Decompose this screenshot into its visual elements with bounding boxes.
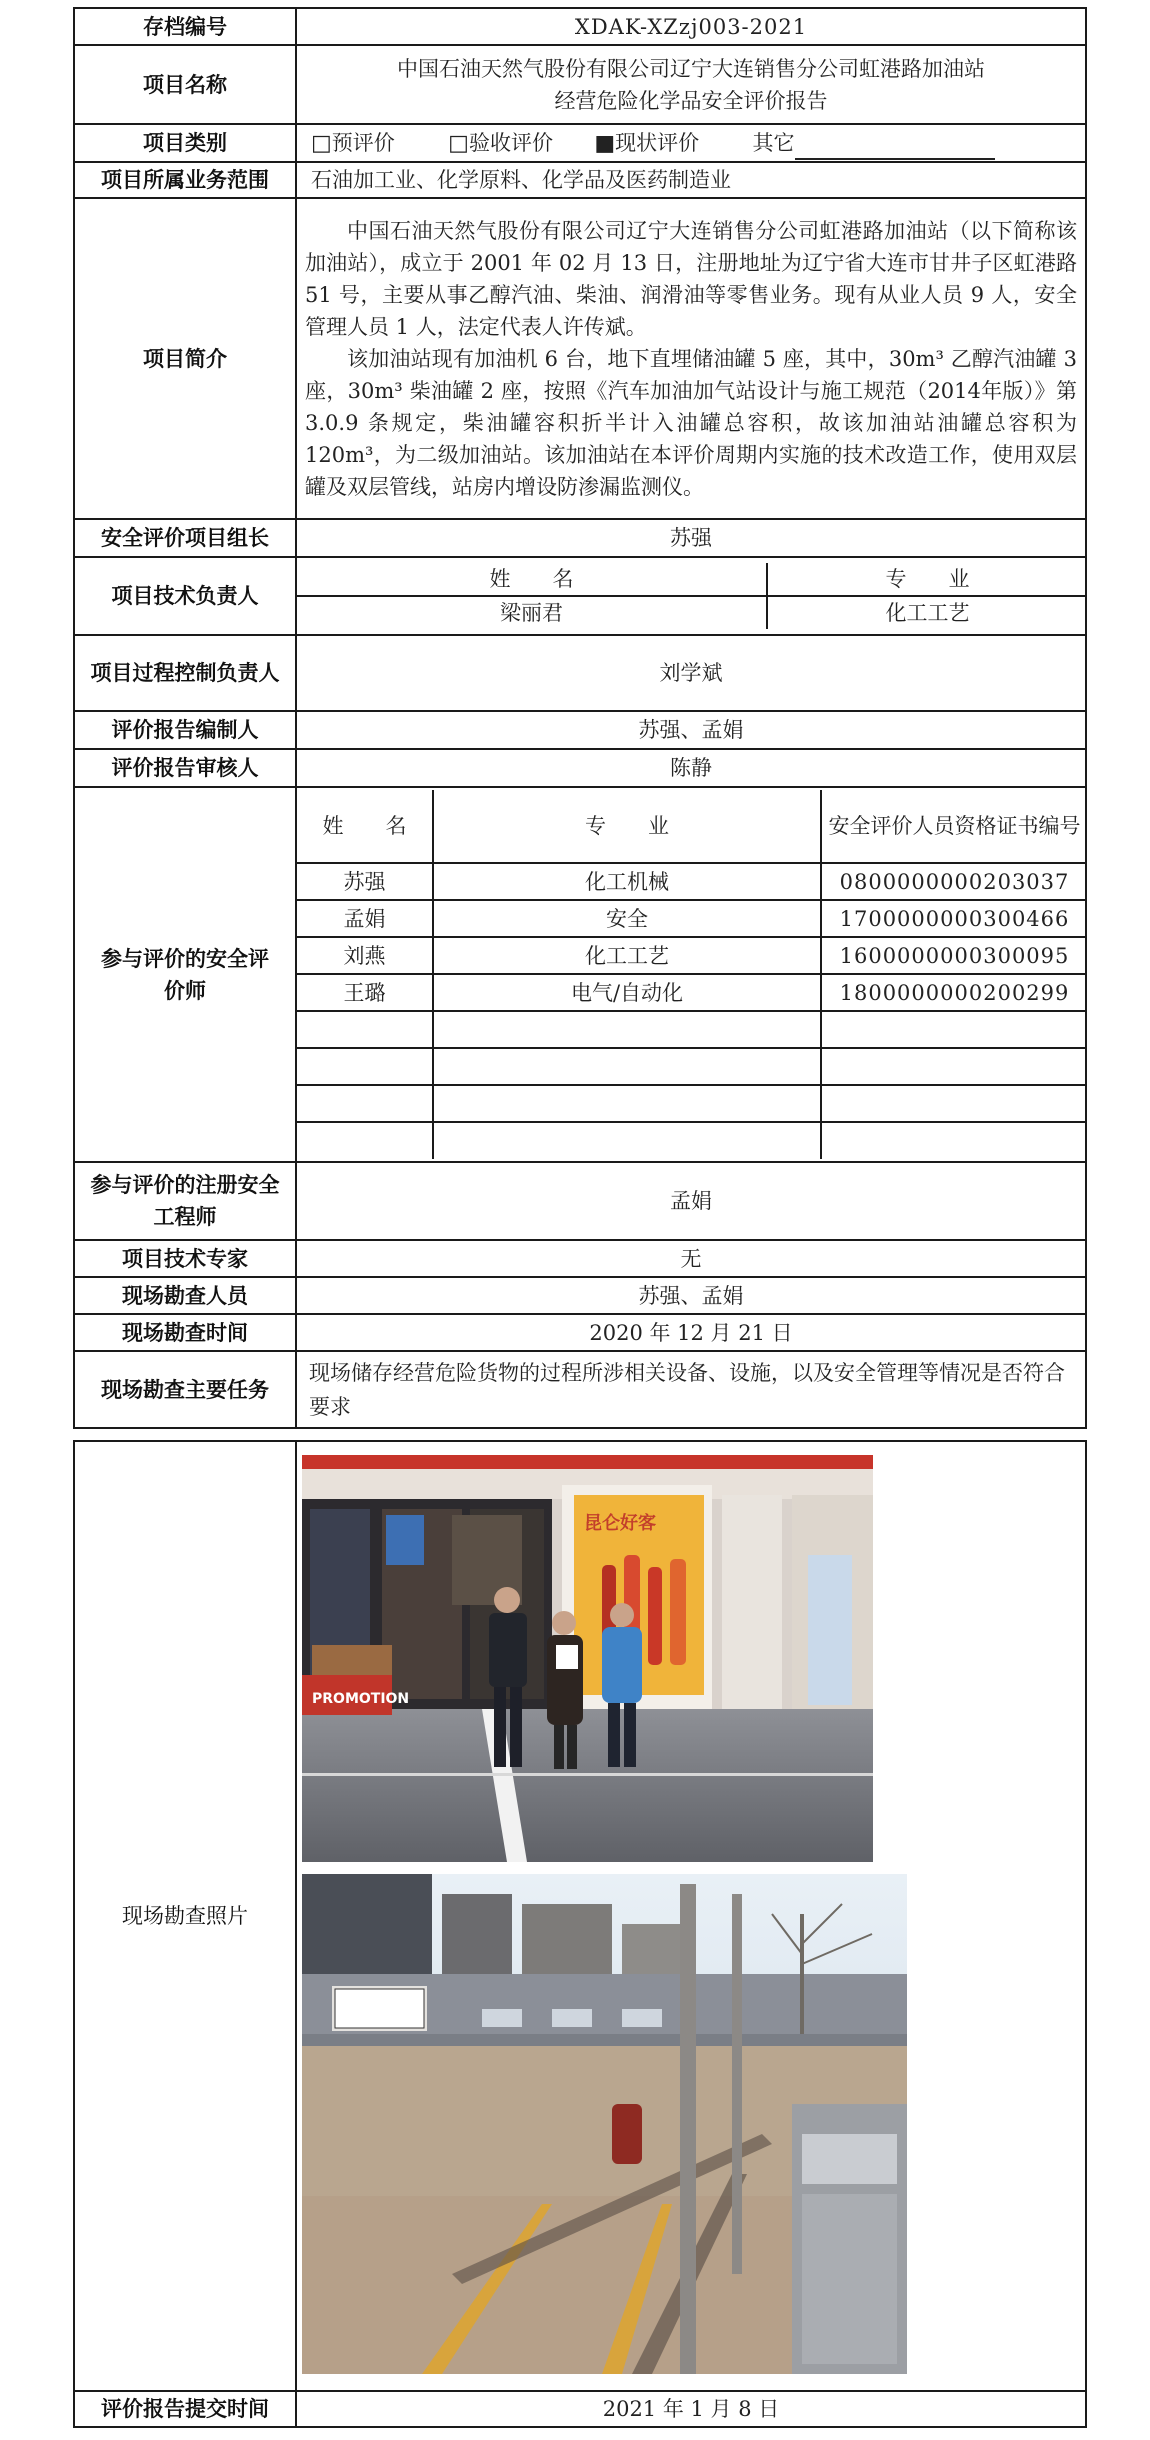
option-other: 其它 <box>752 130 795 155</box>
survey-staff-value: 苏强、孟娟 <box>296 1277 1086 1314</box>
assessor-name: 苏强 <box>297 863 433 900</box>
survey-task-value: 现场储存经营危险货物的过程所涉相关设备、设施，以及安全管理等情况是否符合要求 <box>296 1351 1086 1428</box>
empty-cell <box>821 1048 1087 1085</box>
tech-lead-table <box>297 563 1087 629</box>
survey-time-label: 现场勘查时间 <box>74 1314 296 1351</box>
assessor-cert: 0800000000203037 <box>821 863 1087 900</box>
submit-time-label: 评价报告提交时间 <box>74 2391 296 2427</box>
empty-cell <box>821 1122 1087 1159</box>
empty-cell <box>297 1085 433 1122</box>
assessor-cert: 1600000000300095 <box>821 937 1087 974</box>
assessor-cert: 1700000000300466 <box>821 900 1087 937</box>
assessor-cert: 1800000000200299 <box>821 974 1087 1011</box>
empty-cell <box>433 1085 821 1122</box>
intro-paragraph-2: 该加油站现有加油机 6 台，地下直埋储油罐 5 座，其中，30m³ 乙醇汽油罐 3 座，30m³ 柴油罐 2 座，按照《汽车加油加气站设计与施工规范（2014年版）》第 3.0.9 条规定，柴油罐容积折半计入油罐总容积，故该加油站油罐总容积为 120m³，为二级加油站。该加油站在本评价周期内实施的技术改造工作，使用双层罐及双层管线，站房内增设防渗漏监测仪。 <box>305 346 1077 499</box>
checkbox-acceptance-eval: □ <box>448 130 469 156</box>
expert-label: 项目技术专家 <box>74 1240 296 1277</box>
intro-text <box>296 198 1086 519</box>
process-lead-label: 项目过程控制负责人 <box>74 635 296 711</box>
survey-time-value: 2020 年 12 月 21 日 <box>296 1314 1086 1351</box>
assessor-major: 安全 <box>433 900 821 937</box>
compiler-label: 评价报告编制人 <box>74 711 296 749</box>
assessors-label: 参与评价的安全评价师 <box>74 787 296 1162</box>
expert-value: 无 <box>296 1240 1086 1277</box>
checkbox-pre-eval: □ <box>311 130 332 156</box>
business-scope-value: 石油加工业、化学原料、化学品及医药制造业 <box>296 162 1086 198</box>
checkbox-status-eval: ■ <box>594 130 616 156</box>
empty-cell <box>821 1085 1087 1122</box>
option-status-eval: 现状评价 <box>615 130 700 155</box>
project-type-label: 项目类别 <box>74 124 296 162</box>
archive-label: 存档编号 <box>74 8 296 45</box>
promotion-sign-text: PROMOTION <box>312 1691 410 1707</box>
info-table <box>73 7 1087 1429</box>
project-name-label: 项目名称 <box>74 45 296 124</box>
empty-cell <box>297 1011 433 1048</box>
assessor-name: 孟娟 <box>297 900 433 937</box>
assessors-col-cert: 安全评价人员资格证书编号 <box>821 790 1087 863</box>
empty-cell <box>297 1048 433 1085</box>
assessors-table <box>297 790 1087 1159</box>
archive-value: XDAK-XZzj003-2021 <box>296 8 1086 45</box>
option-acceptance-eval: 验收评价 <box>468 130 553 155</box>
project-name-line1: 中国石油天然气股份有限公司辽宁大连销售分公司虹港路加油站 <box>397 56 985 81</box>
tech-lead-label: 项目技术负责人 <box>74 557 296 635</box>
tech-lead-major: 化工工艺 <box>767 596 1087 629</box>
intro-paragraph-1: 中国石油天然气股份有限公司辽宁大连销售分公司虹港路加油站（以下简称该加油站），成立于 2001 年 02 月 13 日，注册地址为辽宁省大连市甘井子区虹港路 51 号，主要从事乙醇汽油、柴油、润滑油等零售业务。现有从业人员 9 人，安全管理人员 1 人，法定代表人许传斌。 <box>305 218 1077 339</box>
project-name-line2: 经营危险化学品安全评价报告 <box>554 88 828 113</box>
tech-lead-name: 梁丽君 <box>297 596 767 629</box>
assessor-major: 化工机械 <box>433 863 821 900</box>
team-leader-value: 苏强 <box>296 519 1086 557</box>
empty-cell <box>821 1011 1087 1048</box>
empty-cell <box>433 1048 821 1085</box>
other-underline <box>795 136 995 160</box>
assessors-col-major: 专 业 <box>433 790 821 863</box>
storefront-illustration <box>302 1455 873 1862</box>
forecourt-illustration <box>302 1874 907 2374</box>
survey-task-label: 现场勘查主要任务 <box>74 1351 296 1428</box>
compiler-value: 苏强、孟娟 <box>296 711 1086 749</box>
empty-cell <box>433 1122 821 1159</box>
tech-lead-cell <box>296 557 1086 635</box>
option-pre-eval: 预评价 <box>331 130 395 155</box>
assessor-major: 电气/自动化 <box>433 974 821 1011</box>
tech-lead-col-name: 姓 名 <box>297 563 767 596</box>
business-scope-label: 项目所属业务范围 <box>74 162 296 198</box>
reg-engineer-label: 参与评价的注册安全工程师 <box>74 1162 296 1240</box>
site-photo-forecourt <box>302 1874 907 2374</box>
submit-time-value: 2021 年 1 月 8 日 <box>296 2391 1086 2427</box>
assessor-major: 化工工艺 <box>433 937 821 974</box>
survey-staff-label: 现场勘查人员 <box>74 1277 296 1314</box>
process-lead-value: 刘学斌 <box>296 635 1086 711</box>
team-leader-label: 安全评价项目组长 <box>74 519 296 557</box>
project-name-value <box>296 45 1086 124</box>
tech-lead-col-major: 专 业 <box>767 563 1087 596</box>
assessor-name: 刘燕 <box>297 937 433 974</box>
reviewer-label: 评价报告审核人 <box>74 749 296 787</box>
photos-label: 现场勘查照片 <box>74 1441 296 2391</box>
assessors-col-name: 姓 名 <box>297 790 433 863</box>
site-photo-storefront <box>302 1455 873 1862</box>
reg-engineer-value: 孟娟 <box>296 1162 1086 1240</box>
project-type-options <box>296 124 1086 162</box>
store-sign-text: 昆仑好客 <box>584 1513 656 1534</box>
empty-cell <box>297 1122 433 1159</box>
empty-cell <box>433 1011 821 1048</box>
assessors-cell <box>296 787 1086 1162</box>
assessor-name: 王璐 <box>297 974 433 1011</box>
intro-label: 项目简介 <box>74 198 296 519</box>
reviewer-value: 陈静 <box>296 749 1086 787</box>
